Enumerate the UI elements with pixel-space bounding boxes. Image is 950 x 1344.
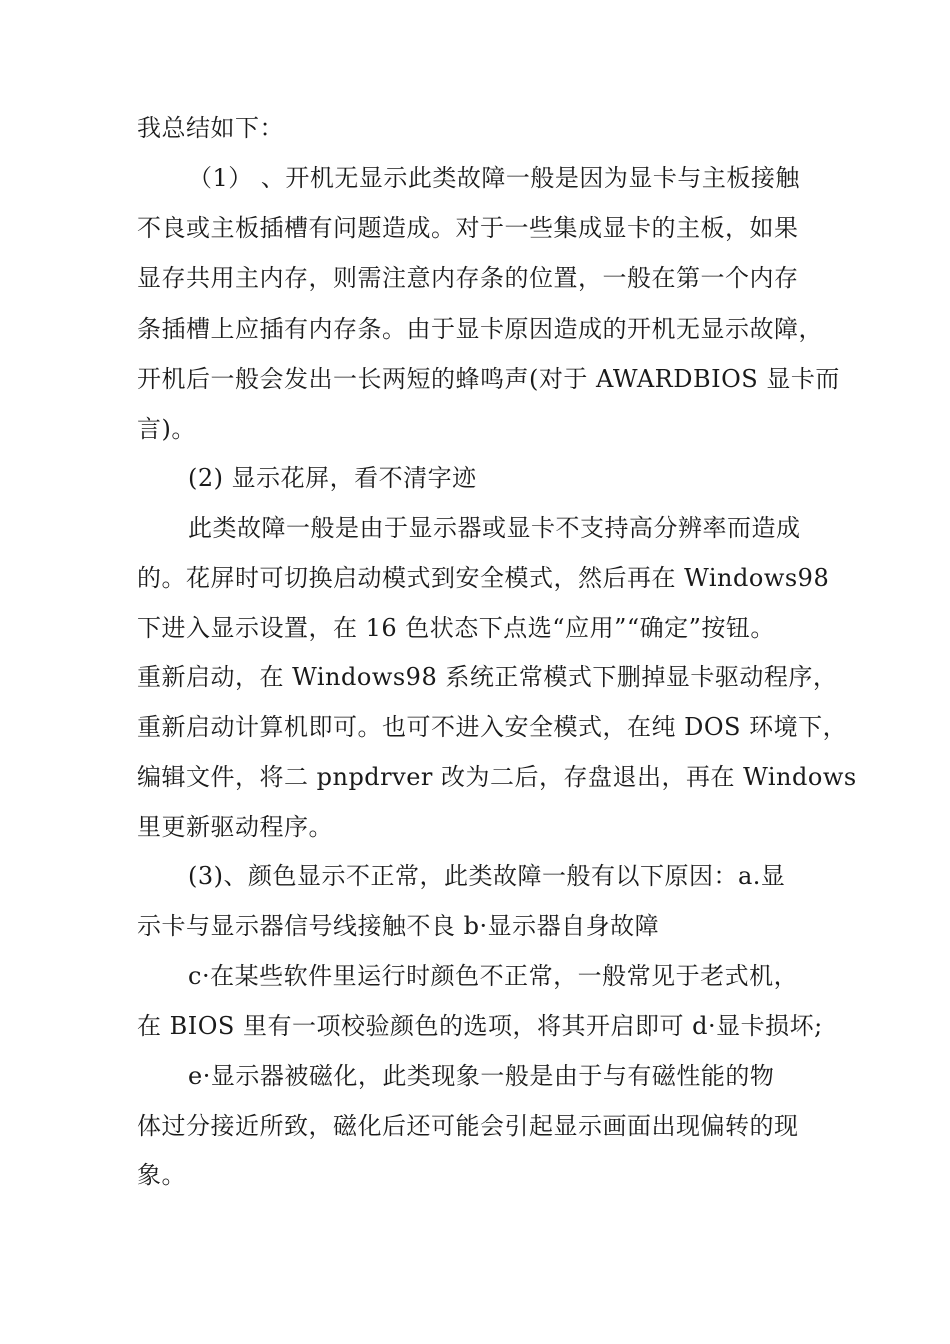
text-line: 下进入显示设置，在 16 色状态下点选“应用”“确定”按钮。 — [137, 614, 775, 642]
text-line: 开机后一般会发出一长两短的蜂鸣声(对于 AWARDBIOS 显卡而 — [137, 365, 840, 393]
text-line: 重新启动计算机即可。也可不进入安全模式，在纯 DOS 环境下， — [137, 713, 848, 741]
text-line-item-e: e·显示器被磁化，此类现象一般是由于与有磁性能的物 — [188, 1062, 775, 1090]
text-line: 言)。 — [137, 415, 196, 443]
text-line: 体过分接近所致，磁化后还可能会引起显示画面出现偏转的现 — [137, 1112, 799, 1140]
text-line: 里更新驱动程序。 — [137, 813, 333, 841]
text-line-item-c: c·在某些软件里运行时颜色不正常，一般常见于老式机， — [188, 962, 799, 990]
text-line: 示卡与显示器信号线接触不良 b·显示器自身故障 — [137, 912, 660, 940]
text-line: 象。 — [137, 1161, 186, 1189]
text-line: 编辑文件，将二 pnpdrver 改为二后，存盘退出，再在 Windows — [137, 763, 857, 791]
text-line: 不良或主板插槽有问题造成。对于一些集成显卡的主板，如果 — [137, 214, 799, 242]
text-line: 在 BIOS 里有一项校验颜色的选项，将其开启即可 d·显卡损坏; — [137, 1012, 823, 1040]
text-line: 条插槽上应插有内存条。由于显卡原因造成的开机无显示故障， — [137, 315, 823, 343]
text-line-summary: 我总结如下： — [137, 114, 284, 142]
text-line-item1-start: （1） 、开机无显示此类故障一般是因为显卡与主板接触 — [188, 164, 800, 192]
text-line-item2-body-start: 此类故障一般是由于显示器或显卡不支持高分辨率而造成 — [188, 514, 801, 542]
text-line: 重新启动，在 Windows98 系统正常模式下删掉显卡驱动程序， — [137, 663, 838, 691]
text-line: 的。花屏时可切换启动模式到安全模式，然后再在 Windows98 — [137, 564, 830, 592]
text-line-item3-start: (3)、颜色显示不正常，此类故障一般有以下原因：a.显 — [188, 862, 786, 890]
text-line-item2-heading: (2) 显示花屏，看不清字迹 — [188, 464, 477, 492]
text-line: 显存共用主内存，则需注意内存条的位置，一般在第一个内存 — [137, 264, 799, 292]
